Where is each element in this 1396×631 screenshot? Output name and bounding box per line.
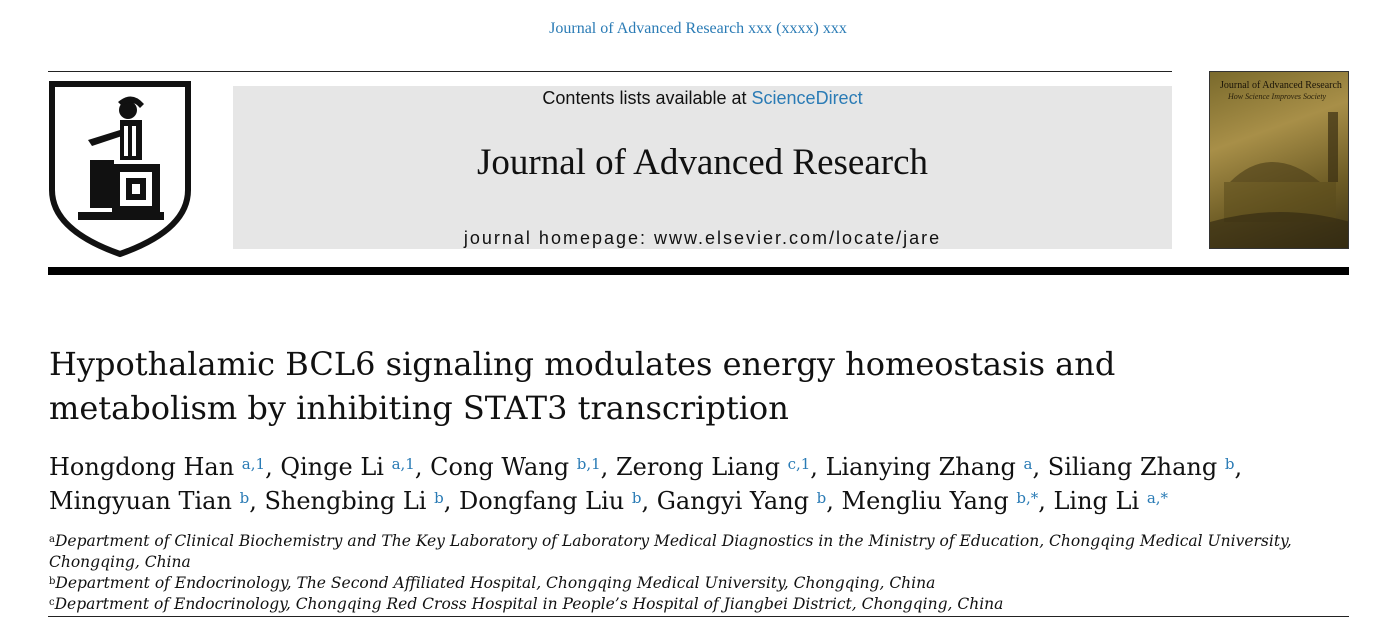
author-line-1 <box>49 450 1349 484</box>
university-logo <box>48 80 192 258</box>
affiliation-list <box>49 531 1349 615</box>
affiliation-item <box>49 573 1349 594</box>
affiliation-label: a <box>49 534 55 545</box>
header-thick-divider <box>48 267 1349 275</box>
cover-subtitle: How Science Improves Society <box>1228 92 1327 101</box>
contents-availability <box>233 88 1172 109</box>
cover-artwork-icon <box>1210 72 1349 249</box>
author-name[interactable]: Cong Wang <box>430 453 570 481</box>
author-separator: , <box>414 453 431 481</box>
author-name[interactable]: Siliang Zhang <box>1047 453 1218 481</box>
author-separator: , <box>443 487 459 515</box>
sciencedirect-link[interactable]: ScienceDirect <box>751 88 863 108</box>
author-name[interactable]: Qinge Li <box>280 453 384 481</box>
cover-title: Journal of Advanced Research <box>1220 80 1342 91</box>
author-affiliation-marker[interactable]: a <box>1023 455 1033 473</box>
author-name[interactable]: Shengbing Li <box>264 487 427 515</box>
author-separator: , <box>641 487 657 515</box>
author-name[interactable]: Mengliu Yang <box>841 487 1009 515</box>
author-name[interactable]: Ling Li <box>1053 487 1140 515</box>
author-separator: , <box>265 453 281 481</box>
contents-prefix: Contents lists available at <box>542 88 752 108</box>
affiliation-item <box>49 531 1349 573</box>
affiliation-label: c <box>49 597 55 608</box>
author-affiliation-marker[interactable]: b <box>631 489 642 507</box>
affiliation-text: Department of Clinical Biochemistry and The Key Laboratory of Laboratory Medical Diagnostics in the Ministry of Education, Chongqing Medical University, Chongqing, China <box>49 532 1292 571</box>
author-name[interactable]: Dongfang Liu <box>459 487 625 515</box>
affiliation-label: b <box>49 576 56 587</box>
author-name[interactable]: Mingyuan Tian <box>49 487 232 515</box>
journal-title: Journal of Advanced Research <box>476 142 929 183</box>
seal-icon <box>48 80 192 258</box>
author-separator: , <box>600 453 616 481</box>
article-title <box>49 342 1249 430</box>
affiliation-text: Department of Endocrinology, The Second Affiliated Hospital, Chongqing Medical University, Chongqing, China <box>55 574 936 592</box>
journal-cover-image[interactable] <box>1209 71 1349 249</box>
author-line-2 <box>49 484 1349 518</box>
author-affiliation-marker[interactable]: b <box>1224 455 1235 473</box>
journal-homepage[interactable]: journal homepage: www.elsevier.com/locate/jare <box>463 228 942 248</box>
author-affiliation-marker[interactable]: a,* <box>1146 489 1169 507</box>
affiliation-text: Department of Endocrinology, Chongqing Red Cross Hospital in People’s Hospital of Jiangbei District, Chongqing, China <box>54 595 1004 613</box>
author-name[interactable]: Lianying Zhang <box>825 453 1016 481</box>
author-separator: , <box>1234 453 1243 481</box>
author-affiliation-marker[interactable]: a,1 <box>241 455 266 473</box>
author-separator: , <box>826 487 842 515</box>
author-affiliation-marker[interactable]: c,1 <box>787 455 811 473</box>
author-affiliation-marker[interactable]: b,* <box>1016 489 1039 507</box>
author-affiliation-marker[interactable]: a,1 <box>391 455 415 473</box>
article-title-line-1: Hypothalamic BCL6 signaling modulates energy homeostasis and <box>49 345 1116 383</box>
journal-citation-line[interactable]: Journal of Advanced Research xxx (xxxx) xxx <box>549 20 847 37</box>
author-list <box>49 450 1349 518</box>
author-affiliation-marker[interactable]: b <box>816 489 827 507</box>
author-separator: , <box>1038 487 1054 515</box>
author-affiliation-marker[interactable]: b <box>434 489 444 507</box>
author-affiliation-marker[interactable]: b <box>239 489 250 507</box>
author-separator: , <box>810 453 826 481</box>
top-divider <box>48 71 1172 72</box>
author-name[interactable]: Hongdong Han <box>49 453 235 481</box>
article-title-line-2: metabolism by inhibiting STAT3 transcription <box>49 389 789 427</box>
affiliation-item <box>49 594 1349 615</box>
author-affiliation-marker[interactable]: b,1 <box>576 455 601 473</box>
bottom-divider <box>48 616 1349 617</box>
author-separator: , <box>1032 453 1048 481</box>
author-name[interactable]: Zerong Liang <box>615 453 780 481</box>
author-separator: , <box>249 487 265 515</box>
author-name[interactable]: Gangyi Yang <box>656 487 810 515</box>
